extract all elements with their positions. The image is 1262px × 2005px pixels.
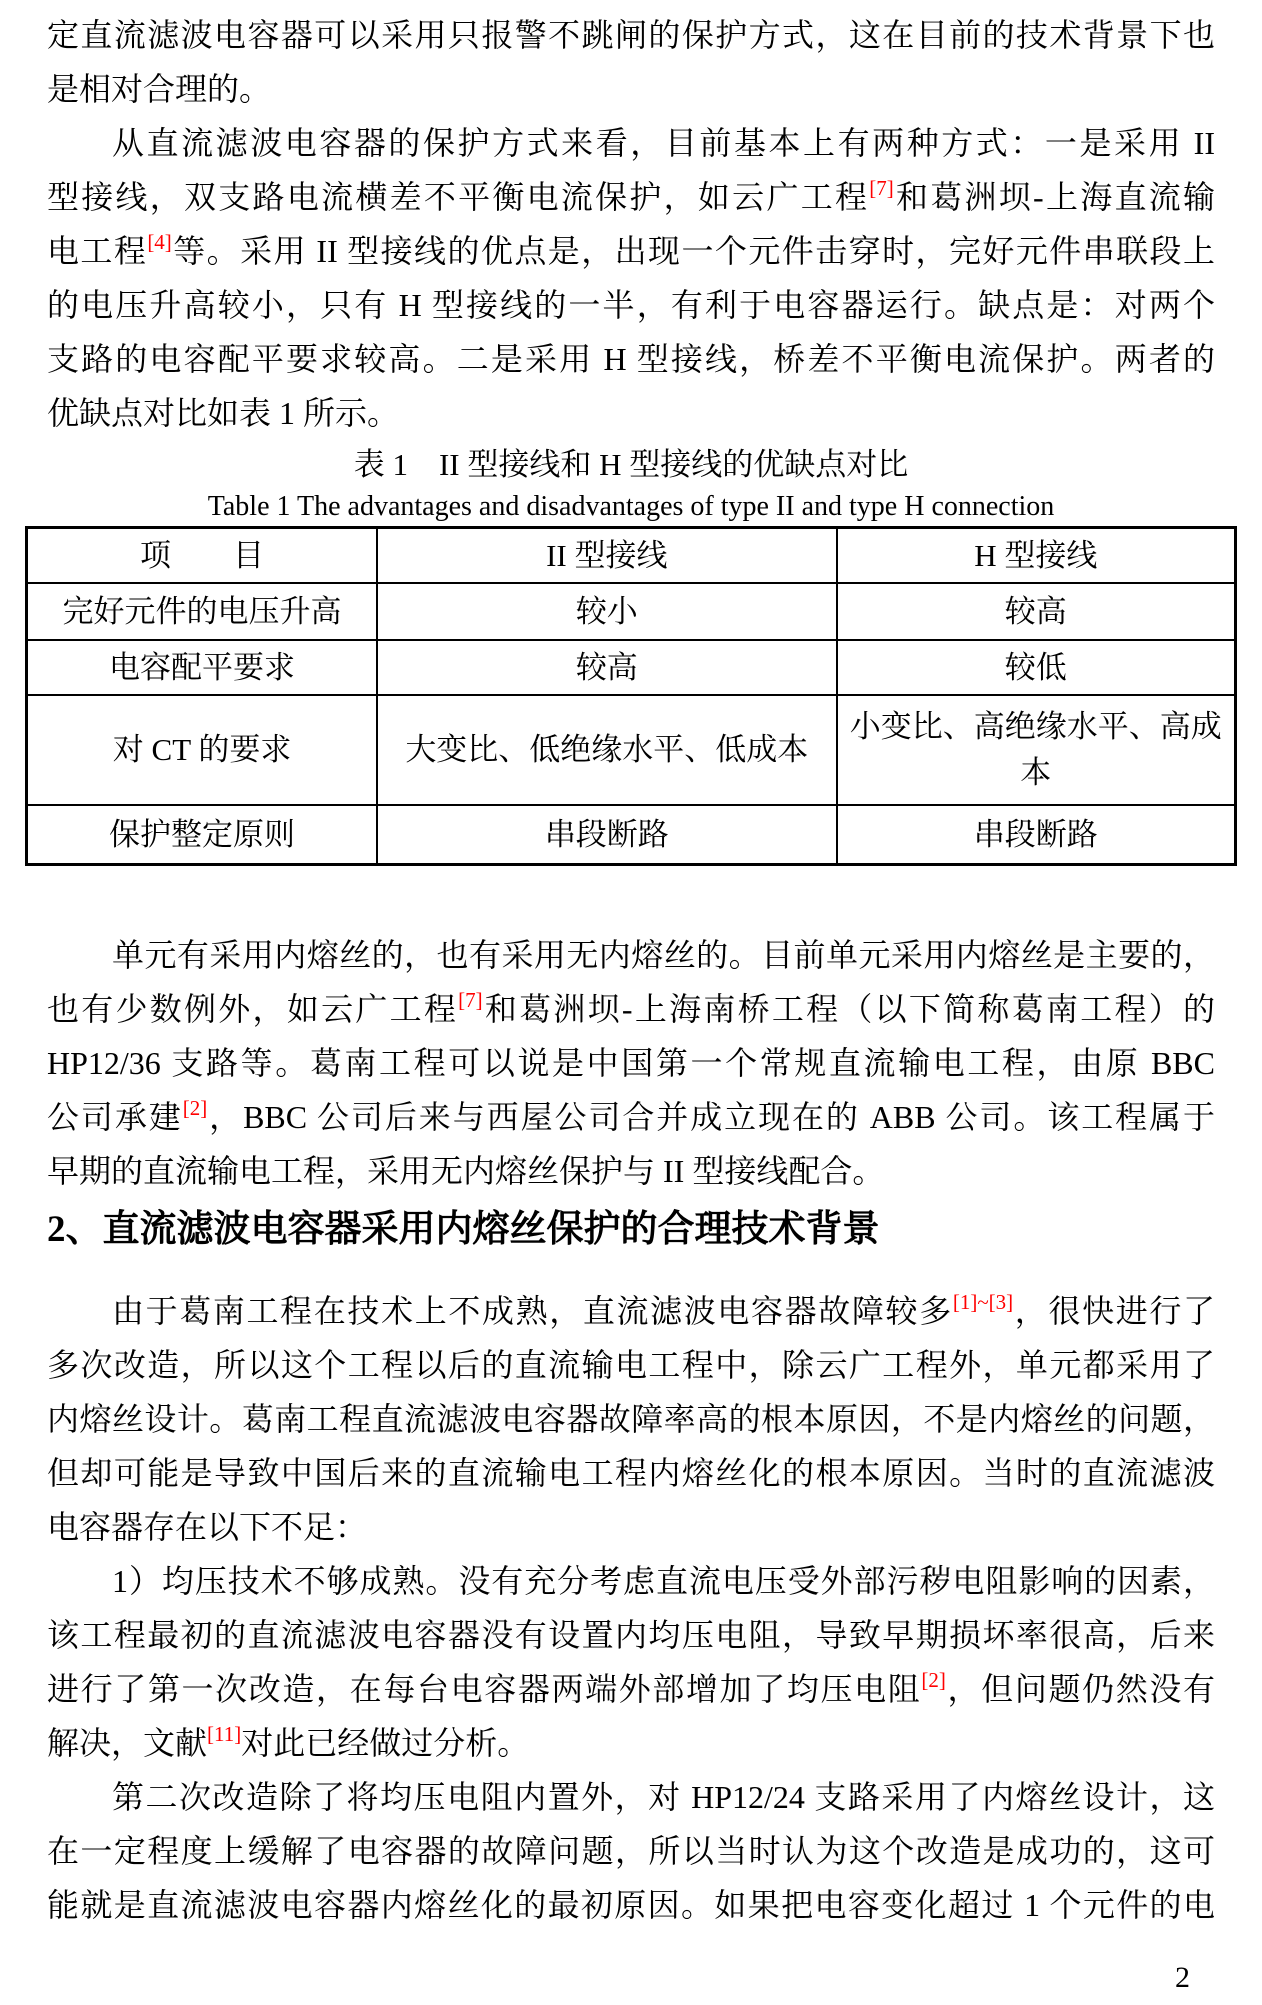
- text-run: HP12/36 支路等。葛南工程可以说是中国第一个常规直流输电工程，由原 BBC: [47, 1045, 1215, 1081]
- text-run: 解决，文献: [47, 1725, 208, 1761]
- section-heading: 2、直流滤波电容器采用内熔丝保护的合理技术背景: [47, 1209, 880, 1250]
- body-line: [47, 1144, 1215, 1198]
- text-run: 1）均压技术不够成熟。没有充分考虑直流电压受外部污秽电阻影响的因素，: [112, 1563, 1215, 1599]
- text-run: 的电压升高较小，只有 H 型接线的一半，有利于电容器运行。缺点是：对两个: [47, 287, 1215, 323]
- body-line: [47, 982, 1215, 1036]
- table-row: [27, 640, 1236, 695]
- text-run: 对此已经做过分析。: [241, 1725, 530, 1761]
- text-run: 定直流滤波电容器可以采用只报警不跳闸的保护方式，这在目前的技术背景下也: [47, 17, 1215, 53]
- table-caption-en: Table 1 The advantages and disadvantages of type II and type H connection: [207, 491, 1055, 522]
- body-line: [47, 1770, 1215, 1824]
- body-line: [47, 1500, 1215, 1554]
- table-header-cell: II 型接线: [377, 528, 836, 584]
- text-run: 单元有采用内熔丝的，也有采用无内熔丝的。目前单元采用内熔丝是主要的，: [112, 937, 1215, 973]
- table-caption-cn: 表 1 II 型接线和 H 型接线的优缺点对比: [353, 447, 909, 482]
- body-line: [47, 1554, 1215, 1608]
- body-line: [47, 224, 1215, 278]
- text-run: ，BBC 公司后来与西屋公司合并成立现在的 ABB 公司。该工程属于: [207, 1099, 1215, 1135]
- text-run: 公司承建: [47, 1099, 183, 1135]
- text-run: 型接线，双支路电流横差不平衡电流保护，如云广工程: [47, 179, 870, 215]
- body-line: [47, 1662, 1215, 1716]
- table-row: [27, 695, 1236, 805]
- body-line: [47, 1036, 1215, 1090]
- text-run: 和葛洲坝-上海南桥工程（以下简称葛南工程）的: [482, 991, 1215, 1027]
- table-row: [27, 583, 1236, 640]
- text-run: 也有少数例外，如云广工程: [47, 991, 459, 1027]
- table-cell: 较小: [377, 583, 836, 640]
- text-run: 优缺点对比如表 1 所示。: [47, 395, 400, 431]
- table-cell: 大变比、低绝缘水平、低成本: [377, 695, 836, 805]
- table-cell: 完好元件的电压升高: [27, 583, 378, 640]
- body-line: [47, 386, 1215, 440]
- page-number: 2: [1175, 1961, 1190, 1994]
- table-cell: 串段断路: [377, 805, 836, 865]
- text-run: 电容器存在以下不足：: [47, 1509, 368, 1545]
- text-run: 电工程: [47, 233, 148, 269]
- table-row: [27, 805, 1236, 865]
- comparison-table: [25, 526, 1237, 866]
- table-header-row: [27, 528, 1236, 584]
- table-header-cell: 项 目: [27, 528, 378, 584]
- text-run: 等。采用 II 型接线的优点是，出现一个元件击穿时，完好元件串联段上: [171, 233, 1215, 269]
- body-line: [47, 1608, 1215, 1662]
- text-run: 早期的直流输电工程，采用无内熔丝保护与 II 型接线配合。: [47, 1153, 885, 1189]
- text-run: 和葛洲坝-上海直流输: [893, 179, 1215, 215]
- body-line: [47, 1392, 1215, 1446]
- text-run: 但却可能是导致中国后来的直流输电工程内熔丝化的根本原因。当时的直流滤波: [47, 1455, 1215, 1491]
- citation-reference: [11]: [207, 1722, 242, 1746]
- body-line: [47, 1090, 1215, 1144]
- text-run: 进行了第一次改造，在每台电容器两端外部增加了均压电阻: [47, 1671, 922, 1707]
- table-cell: 小变比、高绝缘水平、高成本: [837, 695, 1236, 805]
- citation-reference: [4]: [147, 230, 172, 254]
- body-line: [47, 1284, 1215, 1338]
- body-line: [47, 928, 1215, 982]
- table-cell: 对 CT 的要求: [27, 695, 378, 805]
- table-cell: 较高: [377, 640, 836, 695]
- citation-reference: [7]: [869, 176, 894, 200]
- table-cell: 较高: [837, 583, 1236, 640]
- body-line: [47, 8, 1215, 62]
- table-cell: 较低: [837, 640, 1236, 695]
- text-run: 从直流滤波电容器的保护方式来看，目前基本上有两种方式：一是采用 II: [112, 125, 1215, 161]
- text-run: 能就是直流滤波电容器内熔丝化的最初原因。如果把电容变化超过 1 个元件的电: [47, 1887, 1215, 1923]
- body-line: [47, 1716, 1215, 1770]
- text-run: 第二次改造除了将均压电阻内置外，对 HP12/24 支路采用了内熔丝设计，这: [112, 1779, 1215, 1815]
- body-line: [47, 1446, 1215, 1500]
- body-line: [47, 1824, 1215, 1878]
- citation-reference: [2]: [921, 1668, 946, 1692]
- text-run: 多次改造，所以这个工程以后的直流输电工程中，除云广工程外，单元都采用了: [47, 1347, 1215, 1383]
- body-line: [47, 1338, 1215, 1392]
- citation-reference: [1]~[3]: [952, 1290, 1014, 1314]
- table-cell: 保护整定原则: [27, 805, 378, 865]
- text-run: 由于葛南工程在技术上不成熟，直流滤波电容器故障较多: [112, 1293, 953, 1329]
- text-run: ，但问题仍然没有: [945, 1671, 1215, 1707]
- citation-reference: [7]: [458, 988, 483, 1012]
- table-header-cell: H 型接线: [837, 528, 1236, 584]
- text-run: 支路的电容配平要求较高。二是采用 H 型接线，桥差不平衡电流保护。两者的: [47, 341, 1215, 377]
- body-line: [47, 170, 1215, 224]
- body-line: [47, 116, 1215, 170]
- text-run: ，很快进行了: [1013, 1293, 1215, 1329]
- body-line: [47, 1878, 1215, 1932]
- table-cell: 串段断路: [837, 805, 1236, 865]
- text-run: 是相对合理的。: [47, 71, 272, 107]
- body-line: [47, 278, 1215, 332]
- text-run: 内熔丝设计。葛南工程直流滤波电容器故障率高的根本原因，不是内熔丝的问题，: [47, 1401, 1215, 1437]
- body-line: [47, 62, 1215, 116]
- body-line: [47, 332, 1215, 386]
- table-cell: 电容配平要求: [27, 640, 378, 695]
- citation-reference: [2]: [182, 1096, 208, 1120]
- text-run: 在一定程度上缓解了电容器的故障问题，所以当时认为这个改造是成功的，这可: [47, 1833, 1215, 1869]
- text-run: 该工程最初的直流滤波电容器没有设置内均压电阻，导致早期损坏率很高，后来: [47, 1617, 1215, 1653]
